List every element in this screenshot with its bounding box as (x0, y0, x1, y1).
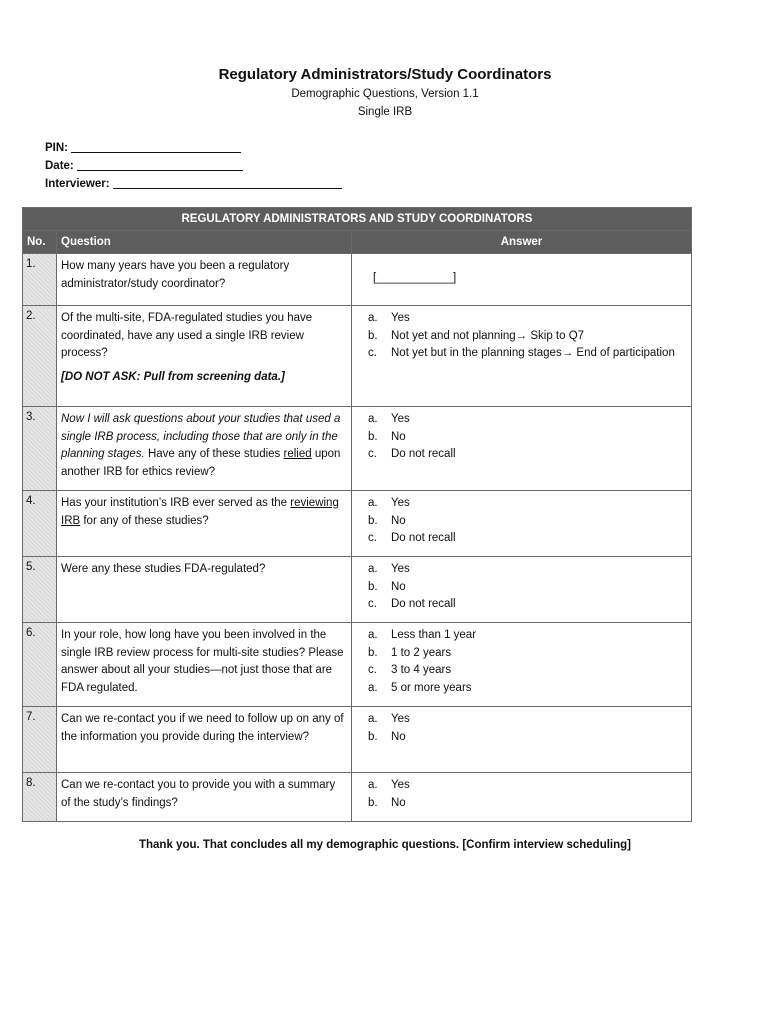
question-cell (57, 306, 352, 407)
page-subtitle: Demographic Questions, Version 1.1 (291, 88, 479, 100)
table-row (23, 254, 692, 306)
answer-options (368, 711, 679, 746)
table-banner: REGULATORY ADMINISTRATORS AND STUDY COORDINATORS (23, 208, 692, 231)
question-number: 5. (23, 557, 57, 623)
table-row (23, 623, 692, 707)
option-text: Not yet but in the planning stages→ End of participation (391, 347, 675, 359)
question-number: 8. (23, 773, 57, 822)
answer-option[interactable] (368, 530, 679, 548)
option-letter: b. (368, 730, 378, 743)
answer-cell (352, 491, 692, 557)
table-row (23, 707, 692, 773)
option-letter: a. (368, 497, 378, 509)
questions-table (22, 207, 692, 822)
answer-options (368, 777, 679, 812)
option-letter: c. (368, 532, 377, 544)
answer-option[interactable] (368, 513, 679, 531)
page-subtitle-irb: Single IRB (357, 106, 413, 118)
option-letter: b. (368, 329, 378, 342)
option-letter: b. (368, 430, 378, 443)
answer-option[interactable] (368, 596, 679, 614)
pin-field (45, 139, 342, 157)
option-letter: a. (368, 779, 378, 791)
question-intro: Now I will ask questions about your studies that used a single IRB process, including those that are only in the planning stages. (61, 413, 341, 460)
question-cell (57, 491, 352, 557)
interviewer-blank[interactable] (113, 175, 342, 189)
question-text: Were any these studies FDA-regulated? (57, 557, 352, 623)
question-number: 1. (23, 254, 57, 306)
page-title: Regulatory Administrators/Study Coordinators (218, 66, 552, 83)
option-letter: b. (368, 514, 378, 527)
col-header-question: Question (57, 231, 352, 254)
answer-option[interactable] (368, 627, 679, 645)
question-text: Have any of these studies (144, 448, 284, 460)
option-letter: c. (368, 598, 377, 610)
answer-option[interactable] (368, 411, 679, 429)
option-letter: c. (368, 347, 377, 359)
table-row (23, 773, 692, 822)
question-text: How many years have you been a regulatory administrator/study coordinator? (57, 254, 352, 306)
answer-cell (352, 557, 692, 623)
col-header-answer: Answer (352, 231, 692, 254)
table-header-row (23, 231, 692, 254)
answer-option[interactable] (368, 495, 679, 513)
answer-option[interactable] (368, 579, 679, 597)
option-text: Yes (391, 312, 410, 324)
option-text: Yes (391, 413, 410, 425)
question-number: 7. (23, 707, 57, 773)
answer-option[interactable] (368, 328, 679, 346)
pin-label: PIN: (45, 142, 68, 154)
date-label: Date: (45, 160, 74, 172)
option-text: Do not recall (391, 598, 456, 610)
answer-option[interactable] (368, 345, 679, 363)
option-text: Do not recall (391, 448, 456, 460)
option-letter: a. (368, 413, 378, 425)
table-row (23, 306, 692, 407)
option-letter: b. (368, 646, 378, 659)
option-letter: b. (368, 796, 378, 809)
question-text-end: upon another IRB for ethics review? (61, 448, 341, 478)
date-blank[interactable] (77, 157, 243, 171)
answer-options (368, 310, 679, 363)
question-emphasis: relied (283, 448, 312, 460)
option-letter: a. (368, 312, 378, 324)
answer-option[interactable] (368, 561, 679, 579)
table-row (23, 491, 692, 557)
table-banner-row (23, 208, 692, 231)
col-header-no: No. (23, 231, 57, 254)
question-number: 6. (23, 623, 57, 707)
option-text: 5 or more years (391, 681, 472, 694)
option-text: 3 to 4 years (391, 664, 452, 676)
option-text: 1 to 2 years (391, 646, 452, 659)
question-text: Can we re-contact you to provide you with a summary of the study’s findings? (57, 773, 352, 822)
option-letter: a. (368, 713, 378, 725)
answer-cell (352, 623, 692, 707)
answer-cell (352, 407, 692, 491)
option-text: Less than 1 year (391, 629, 477, 641)
answer-options (368, 627, 679, 697)
option-letter: a. (368, 681, 378, 694)
question-text-end: for any of these studies? (80, 514, 209, 527)
answer-cell (352, 254, 692, 306)
question-number: 3. (23, 407, 57, 491)
option-text: No (391, 730, 406, 743)
answer-cell (352, 306, 692, 407)
option-text: No (391, 514, 406, 527)
question-number: 2. (23, 306, 57, 407)
pin-blank[interactable] (71, 139, 241, 153)
answer-cell (352, 773, 692, 822)
interviewer-field (45, 175, 342, 193)
answer-option[interactable] (368, 729, 679, 747)
question-cell (57, 407, 352, 491)
answer-option[interactable] (368, 446, 679, 464)
option-text: Do not recall (391, 532, 456, 544)
question-text: In your role, how long have you been involved in the single IRB review process for multi-site studies? Please answer about all your studies—not just those that are FDA regulated. (57, 623, 352, 707)
option-letter: c. (368, 448, 377, 460)
answer-blank[interactable]: [____________] (373, 272, 457, 284)
option-text: No (391, 430, 406, 443)
question-text: Of the multi-site, FDA-regulated studies you have coordinated, have any used a single IRB review process? (61, 312, 313, 359)
question-emphasis: reviewing IRB (61, 497, 339, 527)
option-letter: b. (368, 580, 378, 593)
option-letter: a. (368, 629, 378, 641)
option-letter: c. (368, 664, 377, 676)
answer-options (368, 561, 679, 614)
answer-options (368, 495, 679, 548)
question-text: Has your institution’s IRB ever served as the (61, 497, 291, 509)
answer-options (368, 411, 679, 464)
option-text: No (391, 580, 406, 593)
option-text: Not yet and not planning→ Skip to Q7 (391, 329, 585, 342)
table-row (23, 557, 692, 623)
question-text: Can we re-contact you if we need to follow up on any of the information you provide during the interview? (57, 707, 352, 773)
interview-fields (45, 139, 342, 193)
interviewer-label: Interviewer: (45, 178, 110, 190)
answer-option[interactable] (368, 680, 679, 698)
option-text: Yes (391, 779, 410, 791)
option-text: No (391, 796, 406, 809)
option-letter: a. (368, 563, 378, 575)
answer-option[interactable] (368, 777, 679, 795)
table-row (23, 407, 692, 491)
answer-cell (352, 707, 692, 773)
interviewer-note: [DO NOT ASK: Pull from screening data.] (61, 370, 285, 383)
answer-option[interactable] (368, 429, 679, 447)
answer-option[interactable] (368, 795, 679, 813)
answer-option[interactable] (368, 711, 679, 729)
option-text: Yes (391, 713, 410, 725)
answer-option[interactable] (368, 662, 679, 680)
option-text: Yes (391, 563, 410, 575)
question-number: 4. (23, 491, 57, 557)
closing-statement: Thank you. That concludes all my demographic questions. [Confirm interview scheduling] (138, 839, 632, 851)
option-text: Yes (391, 497, 410, 509)
date-field (45, 157, 342, 175)
answer-option[interactable] (368, 645, 679, 663)
answer-option[interactable] (368, 310, 679, 328)
